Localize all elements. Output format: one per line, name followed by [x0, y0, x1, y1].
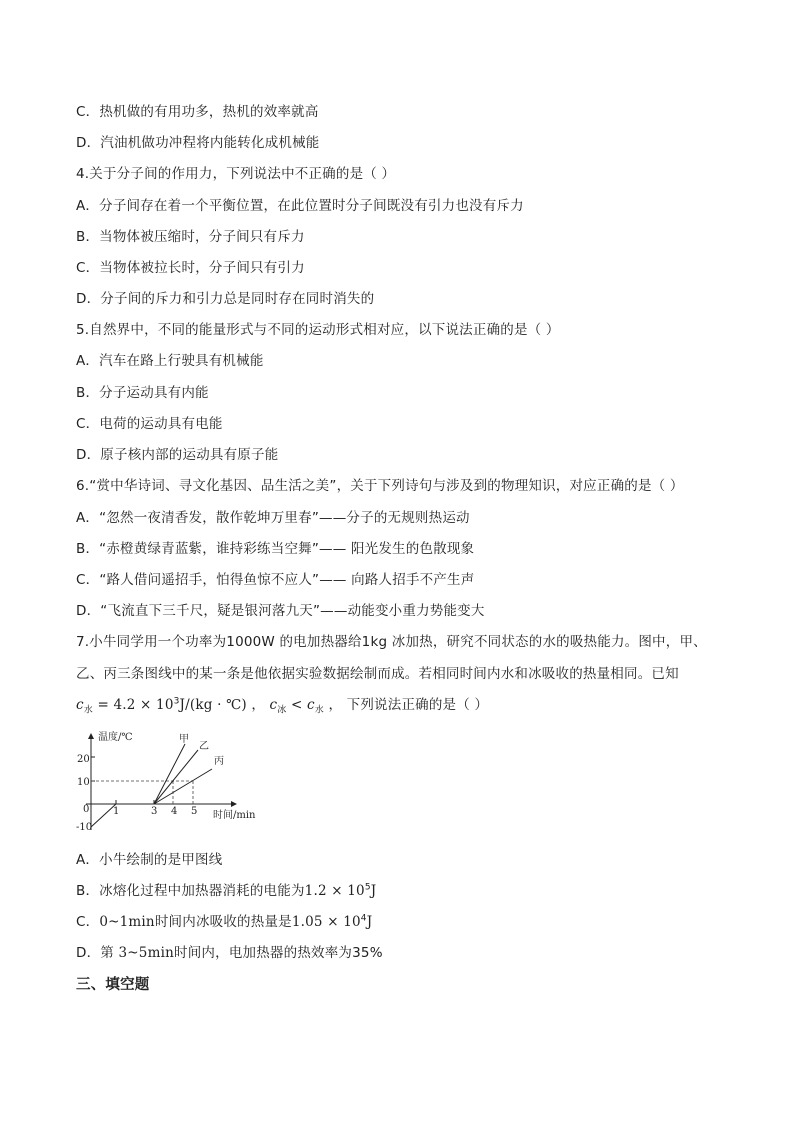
c-water-value: = 4.2 × 10 — [92, 697, 174, 713]
line-yi — [154, 750, 198, 804]
subscript-ice: 冰 — [277, 705, 287, 716]
option-b-exponent: 5 — [364, 882, 371, 893]
label-yi: 乙 — [199, 741, 209, 752]
question-4-option-d: D．分子间的斥力和引力总是同时存在同时消失的 — [76, 291, 375, 307]
question-7-stem-line-3 — [76, 696, 488, 714]
question-4-option-b: B．当物体被压缩时，分子间只有斥力 — [76, 229, 305, 245]
c-water-symbol: c — [76, 697, 84, 713]
question-7-stem-line-2: 乙、丙三条图线中的某一条是他依据实验数据绘制而成。若相同时间内水和冰吸收的热量相同。已知 — [76, 666, 679, 682]
y-tick-minus-10: -10 — [76, 822, 93, 833]
question-6-option-c: C．“路人借问遥招手，怕得鱼惊不应人”—— 向路人招手不产生声 — [76, 572, 475, 588]
question-7-prompt: ， 下列说法正确的是（ ） — [323, 697, 489, 713]
x-tick-4: 4 — [171, 806, 178, 817]
section-heading-fill-in: 三、填空题 — [76, 977, 150, 993]
x-tick-3: 3 — [151, 806, 158, 817]
question-5-option-b: B．分子运动具有内能 — [76, 385, 209, 401]
question-3-option-d: D．汽油机做功冲程将内能转化成机械能 — [76, 135, 320, 151]
option-d-text: 时间内，电加热器的热效率为35% — [174, 945, 383, 961]
question-7-option-b — [76, 882, 376, 900]
subscript-water-2: 水 — [314, 705, 324, 716]
option-c-value: 1.05 × 10 — [291, 914, 361, 930]
question-4-option-c: C．当物体被拉长时，分子间只有引力 — [76, 260, 305, 276]
x-tick-5: 5 — [191, 806, 198, 817]
separator: ， — [246, 697, 270, 713]
question-5-option-c: C．电荷的运动具有电能 — [76, 416, 223, 432]
temperature-time-graph — [76, 728, 266, 838]
c-water-unit: J/(kg · ℃) — [179, 697, 247, 713]
option-c-text: 时间内冰吸收的热量是 — [154, 914, 292, 930]
option-c-range: 0~1min — [99, 914, 155, 930]
question-7-option-a: A．小牛绘制的是甲图线 — [76, 852, 223, 868]
question-6-option-d: D．“飞流直下三千尺，疑是银河落九天”——动能变小重力势能变大 — [76, 603, 485, 619]
label-bing: 丙 — [214, 756, 224, 767]
question-7-stem-line-1: 7.小牛同学用一个功率为1000W 的电加热器给1kg 冰加热，研究不同状态的水的吸热能力。图中，甲、 — [76, 634, 707, 650]
question-6-option-b: B．“赤橙黄绿青蓝紫，谁持彩练当空舞”—— 阳光发生的色散现象 — [76, 541, 475, 557]
y-tick-0: 0 — [83, 804, 90, 815]
question-5-stem: 5.自然界中，不同的能量形式与不同的运动形式相对应，以下说法正确的是（ ） — [76, 322, 560, 338]
c-ice-symbol: c — [269, 697, 278, 713]
x-axis-label: 时间/min — [213, 810, 256, 821]
c-water-symbol-2: c — [307, 697, 315, 713]
subscript-water: 水 — [83, 705, 93, 716]
label-jia: 甲 — [179, 734, 189, 745]
option-b-text: B．冰熔化过程中加热器消耗的电能为 — [76, 883, 305, 899]
question-5-option-a: A．汽车在路上行驶具有机械能 — [76, 353, 264, 369]
option-c-prefix: C． — [76, 914, 100, 930]
option-c-unit: J — [366, 914, 373, 930]
question-5-option-d: D．原子核内部的运动具有原子能 — [76, 447, 279, 463]
less-than: < — [286, 697, 307, 713]
option-d-range: 3~5min — [118, 945, 175, 961]
option-b-unit: J — [370, 883, 377, 899]
exponent: 3 — [173, 696, 180, 707]
y-tick-10: 10 — [77, 777, 90, 788]
question-6-stem: 6.“赏中华诗词、寻文化基因、品生活之美”，关于下列诗句与涉及到的物理知识，对应正确的是（ ） — [76, 478, 684, 494]
y-tick-20: 20 — [77, 754, 90, 765]
question-7-option-d — [76, 944, 383, 962]
option-b-value: 1.2 × 10 — [304, 883, 365, 899]
x-tick-1: 1 — [113, 806, 120, 817]
question-7-option-c — [76, 913, 372, 931]
question-4-stem: 4.关于分子间的作用力，下列说法中不正确的是（ ） — [76, 166, 396, 182]
option-d-prefix: D．第 — [76, 945, 119, 961]
question-6-option-a: A．“忽然一夜清香发，散作乾坤万里春”——分子的无规则热运动 — [76, 510, 470, 526]
option-c-exponent: 4 — [360, 913, 367, 924]
question-4-option-a: A．分子间存在着一个平衡位置，在此位置时分子间既没有引力也没有斥力 — [76, 198, 524, 214]
question-3-option-c: C．热机做的有用功多，热机的效率就高 — [76, 104, 319, 120]
y-axis-label: 温度/℃ — [98, 732, 133, 743]
